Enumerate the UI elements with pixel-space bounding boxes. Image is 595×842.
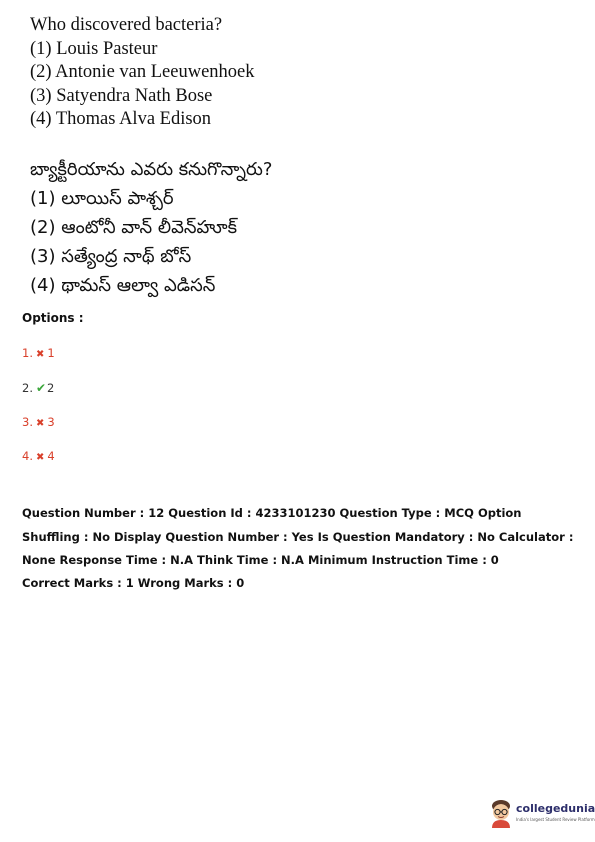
check-icon: ✔ xyxy=(35,381,47,395)
option-item-4 xyxy=(22,449,55,463)
choice-english-1: (1) Louis Pasteur xyxy=(30,38,158,59)
choice-english-4: (4) Thomas Alva Edison xyxy=(30,109,212,129)
cross-icon: ✖ xyxy=(35,452,45,463)
option-index: 3. xyxy=(22,415,33,429)
question-stem-english: Who discovered bacteria? xyxy=(30,15,223,35)
option-index: 1. xyxy=(22,346,33,360)
option-value: 2 xyxy=(47,381,55,395)
choice-english-3: (3) Satyendra Nath Bose xyxy=(30,85,213,106)
question-telugu xyxy=(30,155,570,300)
option-item-3 xyxy=(22,415,55,429)
option-item-1 xyxy=(22,346,55,360)
question-meta: Question Number : 12 Question Id : 4233101230 Question Type : MCQ Option Shuffling : No Display Question Number : Yes Is Question Mandatory : No Calculator : None Response Time : N.A Think Time : N.A Minimum Instruction Time : 0 xyxy=(22,506,574,567)
brand-name: collegedunia xyxy=(516,802,595,815)
option-item-2 xyxy=(22,381,54,395)
choice-telugu-4: (4) థామస్ ఆల్వా ఎడిసన్ xyxy=(30,275,216,296)
option-value: 1 xyxy=(47,346,55,360)
option-value: 3 xyxy=(47,415,55,429)
cross-icon: ✖ xyxy=(35,418,45,429)
choice-telugu-3: (3) సత్యేంద్ర నాథ్ బోస్ xyxy=(30,246,192,267)
choice-telugu-1: (1) లూయిస్ పాశ్చర్ xyxy=(30,188,174,209)
cross-icon: ✖ xyxy=(35,349,45,360)
mascot-icon xyxy=(488,798,514,828)
choice-english-2: (2) Antonie van Leeuwenhoek xyxy=(30,62,255,82)
brand-logo xyxy=(488,798,595,830)
option-index: 4. xyxy=(22,449,33,463)
marks-info: Correct Marks : 1 Wrong Marks : 0 xyxy=(22,576,245,590)
choice-telugu-2: (2) ఆంటోనీ వాన్ లీవెన్‌హూక్ xyxy=(30,217,238,238)
question-english xyxy=(30,14,570,132)
question-stem-telugu: బ్యాక్టీరియాను ఎవరు కనుగొన్నారు? xyxy=(30,159,273,180)
option-value: 4 xyxy=(47,449,55,463)
option-index: 2. xyxy=(22,381,33,395)
options-heading: Options : xyxy=(22,311,84,325)
brand-tagline: India's largest Student Review Platform xyxy=(516,817,595,822)
